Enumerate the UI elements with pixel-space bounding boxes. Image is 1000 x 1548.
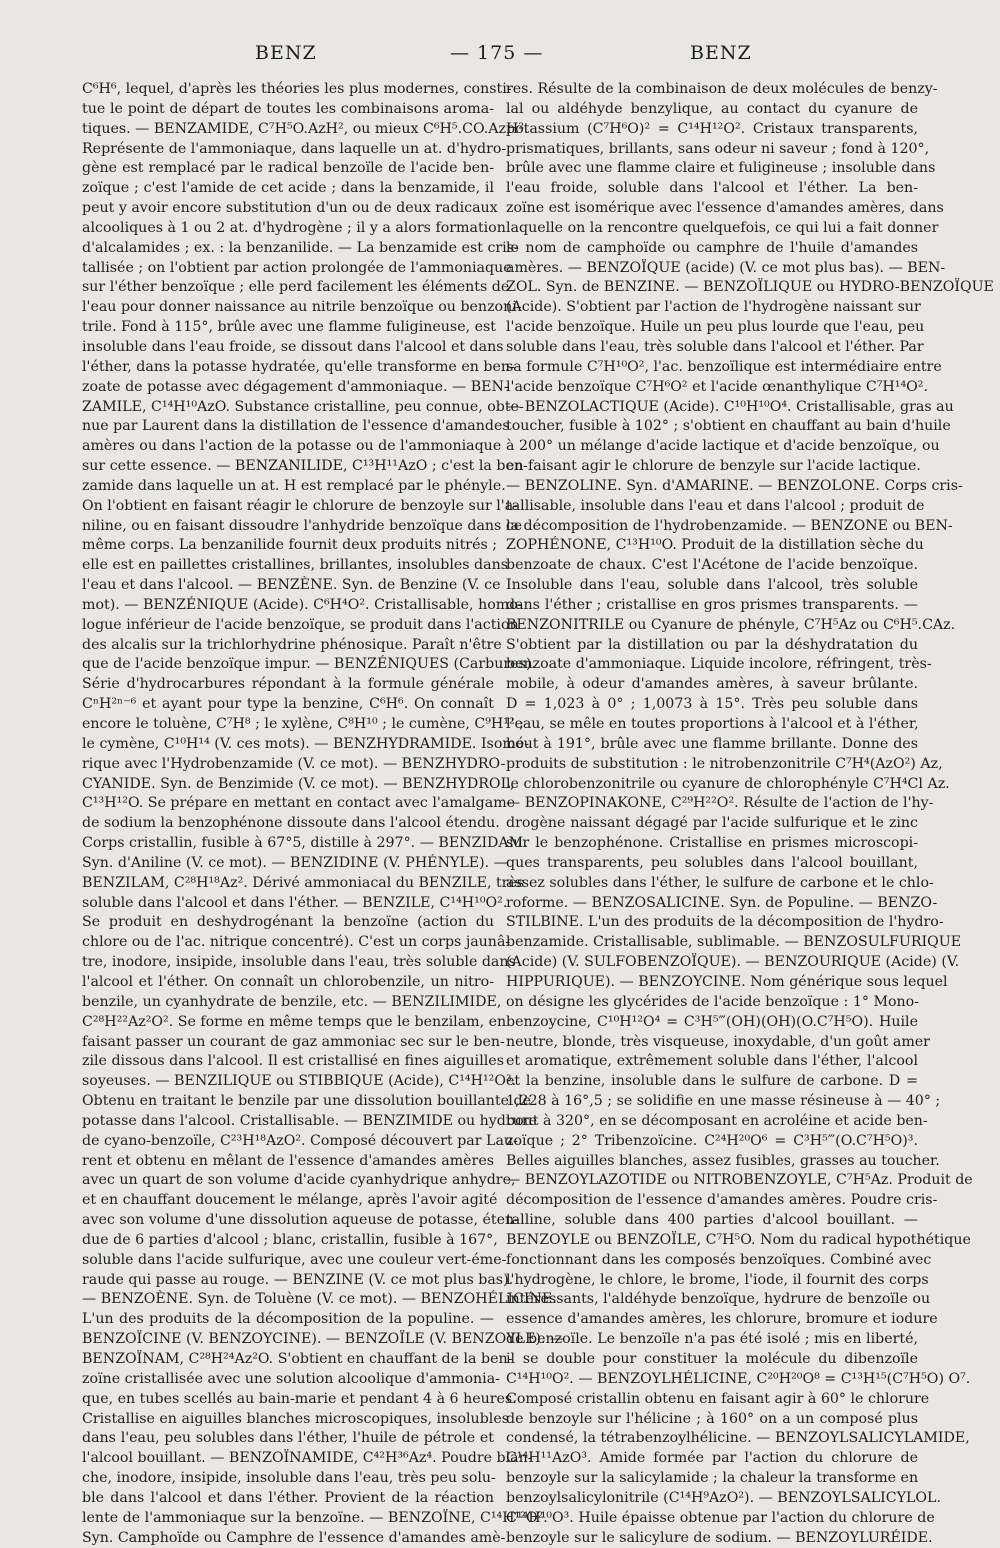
text-line: tre, inodore, insipide, insoluble dans l'eau, très soluble dans: [82, 954, 516, 971]
text-line: Représente de l'ammoniaque, dans laquelle un at. d'hydro-: [82, 140, 507, 157]
text-line: Corps cristallin, fusible à 67°5, distille à 297°. — BENZIDAM.: [82, 835, 528, 852]
text-line: benzamide. Cristallisable, sublimable. — BENZOSULFURIQUE: [506, 934, 962, 951]
text-line: elle est en paillettes cristallines, brillantes, insolubles dans: [82, 557, 509, 574]
text-line: mobile, à odeur d'amandes amères, à saveur brûlante.: [506, 676, 918, 693]
text-line: tue le point de départ de toutes les combinaisons aroma-: [82, 100, 494, 117]
text-line: l'eau, se mêle en toutes proportions à l'alcool et à l'éther,: [506, 716, 919, 732]
text-line: Composé cristallin obtenu en faisant agir à 60° le chlorure: [506, 1390, 930, 1407]
text-line: condensé, la tétrabenzoylhélicine. — BENZOYLSALICYLAMIDE,: [506, 1430, 970, 1447]
text-line: S'obtient par la distillation ou par la déshydratation du: [506, 636, 918, 653]
text-line: tiques. — BENZAMIDE, C⁷H⁵O.AzH², ou mieux C⁶H⁵.CO.AzH².: [82, 120, 529, 137]
text-line: zoïne cristallisée avec une solution alcoolique d'ammonia-: [82, 1370, 500, 1387]
text-line: Syn. Camphoïde ou Camphre de l'essence d'amandes amè-: [82, 1529, 506, 1546]
text-line: talline, soluble dans 400 parties d'alcool bouillant. —: [506, 1212, 918, 1229]
text-line: benzoyle sur la salicylamide ; la chaleur la transforme en: [506, 1470, 919, 1487]
text-line: d'alcalamides ; ex. : la benzanilide. — La benzamide est cris-: [82, 239, 519, 256]
text-line: ble dans l'alcool et dans l'éther. Provient de la réaction: [82, 1489, 494, 1506]
text-line: l'alcool bouillant. — BENZOÏNAMIDE, C⁴²H³⁶Az⁴. Poudre blan-: [82, 1450, 533, 1467]
header-right: BENZ: [690, 42, 752, 64]
text-line: lente de l'ammoniaque sur la benzoïne. — BENZOÏNE, C¹⁴H¹²O².: [82, 1509, 548, 1526]
text-line: sur cette essence. — BENZANILIDE, C¹³H¹¹AzO ; c'est la ben-: [82, 458, 528, 475]
text-line: on désigne les glycérides de l'acide benzoïque : 1° Mono-: [506, 993, 920, 1010]
text-line: de sodium la benzophénone dissoute dans l'alcool étendu.: [82, 815, 500, 832]
text-line: CⁿH²ⁿ⁻⁶ et ayant pour type la benzine, C⁶H⁶. On connaît: [82, 696, 494, 713]
text-line: peut y avoir encore substitution d'un ou de deux radicaux: [82, 200, 498, 217]
text-line: trile. Fond à 115°, brûle avec une flamme fuligineuse, est: [82, 319, 496, 336]
text-line: l'éther, dans la potasse hydratée, qu'elle transforme en ben-: [82, 358, 515, 375]
text-line: roforme. — BENZOSALICINE. Syn. de Populine. — BENZO-: [506, 894, 938, 911]
text-line: brûle avec une flamme claire et fuligineuse ; insoluble dans: [506, 160, 936, 177]
header-left: BENZ: [255, 42, 317, 64]
text-line: sur le benzophénone. Cristallise en prismes microscopi-: [506, 835, 918, 852]
text-line: l'acide benzoïque C⁷H⁶O² et l'acide œnanthylique C⁷H¹⁴O².: [506, 378, 929, 395]
text-line: de benzoyle sur l'hélicine ; à 160° on a un composé plus: [506, 1410, 918, 1427]
text-line: soluble dans l'acide sulfurique, avec une couleur vert-éme-: [82, 1251, 507, 1268]
text-line: C¹³H¹²O. Se prépare en mettant en contact avec l'amalgame: [82, 795, 516, 812]
text-line: rique avec l'Hydrobenzamide (V. ce mot). — BENZHYDRO-: [82, 755, 506, 772]
text-line: le cymène, C¹⁰H¹⁴ (V. ces mots). — BENZHYDRAMIDE. Isomé-: [82, 735, 530, 752]
text-line: faisant passer un courant de gaz ammoniac sec sur le ben-: [82, 1033, 505, 1050]
text-line: BENZOÏCINE (V. BENZOYCINE). — BENZOÏLE (V. BENZOYLE). —: [82, 1331, 565, 1348]
text-line: avec son volume d'une dissolution aqueuse de potasse, éten-: [82, 1212, 519, 1229]
text-line: zile dissous dans l'alcool. Il est cristallisé en fines aiguilles: [82, 1053, 504, 1070]
text-line: dans l'éther ; cristallise en gros prismes transparents. —: [506, 596, 918, 613]
text-line: 1,228 à 16°,5 ; se solidifie en une masse résineuse à — 40° ;: [506, 1093, 941, 1110]
right-column: [506, 80, 994, 1548]
text-line: D = 1,023 à 0° ; 1,0073 à 15°. Très peu soluble dans: [506, 696, 918, 713]
text-line: tallisable, insoluble dans l'eau et dans l'alcool ; produit de: [506, 497, 925, 514]
text-line: BENZOYLE ou BENZOÏLE, C⁷H⁵O. Nom du radical hypothétique: [506, 1231, 971, 1248]
text-line: potasse dans l'alcool. Cristallisable. — BENZIMIDE ou hydrure: [82, 1112, 537, 1129]
text-line: le nom de camphoïde ou camphre de l'huile d'amandes: [506, 239, 918, 256]
text-line: L'un des produits de la décomposition de la populine. —: [82, 1311, 494, 1328]
text-line: encore le toluène, C⁷H⁸ ; le xylène, C⁸H¹⁰ ; le cumène, C⁹H¹² ;: [82, 716, 524, 732]
text-line: de cyano-benzoïle, C²³H¹⁸AzO². Composé découvert par Lau-: [82, 1132, 518, 1149]
text-line: BENZOÏNAM, C²⁸H²⁴Az²O. S'obtient en chauffant de la ben-: [82, 1351, 513, 1367]
text-line: BENZONITRILE ou Cyanure de phényle, C⁷H⁵Az ou C⁶H⁵.CAz.: [506, 616, 956, 633]
text-line: essence d'amandes amères, les chlorure, bromure et iodure: [506, 1311, 938, 1328]
text-line: (Acide) (V. SULFOBENZOÏQUE). — BENZOURIQUE (Acide) (V.: [506, 954, 960, 971]
text-line: produits de substitution : le nitrobenzonitrile C⁷H⁴(AzO²) Az,: [506, 755, 943, 772]
text-line: décomposition de l'essence d'amandes amères. Poudre cris-: [506, 1192, 938, 1209]
text-line: insoluble dans l'eau froide, se dissout dans l'alcool et dans: [82, 338, 504, 355]
text-line: zamide dans laquelle un at. H est remplacé par le phényle.: [82, 477, 506, 494]
text-line: gène est remplacé par le radical benzoïle de l'acide ben-: [82, 160, 494, 177]
text-line: zoïque ; 2° Tribenzoïcine. C²⁴H²⁰O⁶ = C³H⁵‴(O.C⁷H⁵O)³.: [506, 1132, 918, 1149]
text-line: zoïque ; c'est l'amide de cet acide ; dans la benzamide, il: [82, 180, 494, 197]
text-line: STILBINE. L'un des produits de la décomposition de l'hydro-: [506, 914, 944, 931]
text-line: benzoylsalicylonitrile (C¹⁴H⁹AzO²). — BENZOYLSALICYLOL.: [506, 1489, 941, 1506]
text-line: l'eau froide, soluble dans l'alcool et l'éther. La ben-: [506, 180, 918, 197]
text-line: en faisant agir le chlorure de benzyle sur l'acide lactique.: [506, 458, 921, 475]
text-line: benzoycine, C¹⁰H¹²O⁴ = C³H⁵‴(OH)(OH)(O.C⁷H⁵O). Huile: [506, 1013, 918, 1030]
text-line: benzoyle sur le salicylure de sodium. — BENZOYLURÉIDE.: [506, 1529, 933, 1546]
text-line: che, inodore, insipide, insoluble dans l'eau, très peu solu-: [82, 1470, 496, 1487]
text-line: chlore ou de l'ac. nitrique concentré). C'est un corps jaunâ-: [82, 934, 511, 951]
text-line: drogène naissant dégagé par l'acide sulfurique et le zinc: [506, 815, 918, 832]
text-line: niline, ou en faisant dissoudre l'anhydride benzoïque dans ce: [82, 517, 523, 534]
text-line: et en chauffant doucement le mélange, après l'avoir agité: [82, 1192, 498, 1209]
text-line: il se double pour constituer la molécule du dibenzoïle: [506, 1351, 918, 1367]
text-line: que, en tubes scellés au bain-marie et pendant 4 à 6 heures.: [82, 1390, 517, 1407]
text-line: soyeuses. — BENZILIQUE ou STIBBIQUE (Acide), C¹⁴H¹²O³.: [82, 1073, 517, 1090]
text-line: BENZILAM, C²⁸H¹⁸Az². Dérivé ammoniacal du BENZILE, très: [82, 874, 525, 891]
text-line: que de l'acide benzoïque impur. — BENZÉNIQUES (Carbures).: [82, 656, 536, 673]
text-line: Se produit en deshydrogénant la benzoïne (action du: [82, 914, 494, 931]
text-line: Syn. d'Aniline (V. ce mot). — BENZIDINE (V. PHÉNYLE). —: [82, 854, 508, 871]
text-line: Série d'hydrocarbures répondant à la formule générale: [82, 676, 494, 693]
text-line: C⁶H⁶, lequel, d'après les théories les plus modernes, consti-: [82, 81, 512, 97]
text-line: intéressants, l'aldéhyde benzoïque, hydrure de benzoïle ou: [506, 1291, 931, 1308]
text-line: C¹⁴H¹¹AzO³. Amide formée par l'action du chlorure de: [506, 1450, 918, 1467]
text-line: tallisée ; on l'obtient par action prolongée de l'ammoniaque: [82, 259, 512, 276]
text-line: ques transparents, peu solubles dans l'alcool bouillant,: [506, 854, 918, 871]
text-line: On l'obtient en faisant réagir le chlorure de benzoyle sur l'a-: [82, 497, 518, 514]
left-column: [82, 80, 565, 1548]
text-line: et aromatique, extrêmement soluble dans l'éther, l'alcool: [506, 1053, 918, 1070]
text-line: amères. — BENZOÏQUE (acide) (V. ce mot plus bas). — BEN-: [506, 259, 946, 276]
text-line: l'eau et dans l'alcool. — BENZÈNE. Syn. de Benzine (V. ce: [82, 577, 501, 594]
text-line: C¹⁴H¹⁰O². — BENZOYLHÉLICINE, C²⁰H²⁰O⁸ = C¹³H¹⁵(C⁷H⁵O) O⁷.: [506, 1370, 971, 1387]
text-line: l'hydrogène, le chlore, le brome, l'iode, il fournit des corps: [506, 1271, 929, 1288]
text-line: — BENZOLINE. Syn. d'AMARINE. — BENZOLONE. Corps cris-: [506, 477, 963, 494]
text-line: la décomposition de l'hydrobenzamide. — BENZONE ou BEN-: [506, 517, 953, 534]
text-line: mot). — BENZÉNIQUE (Acide). C⁶H⁴O². Cristallisable, homo-: [82, 596, 523, 613]
text-line: — BENZOYLAZOTIDE ou NITROBENZOYLE, C⁷H⁵Az. Produit de: [506, 1172, 973, 1189]
text-line: prismatiques, brillants, sans odeur ni saveur ; fond à 120°,: [506, 140, 930, 157]
text-line: l'acide benzoïque. Huile un peu plus lourde que l'eau, peu: [506, 319, 925, 336]
text-line: due de 6 parties d'alcool ; blanc, cristallin, fusible à 167°,: [82, 1231, 498, 1248]
text-line: de benzoïle. Le benzoïle n'a pas été isolé ; mis en liberté,: [506, 1331, 918, 1348]
text-line: — BENZOPINAKONE, C²⁹H²²O². Résulte de l'action de l'hy-: [506, 795, 934, 812]
text-line: Obtenu en traitant le benzile par une dissolution bouillante de: [82, 1093, 532, 1110]
text-line: rent et obtenu en mêlant de l'essence d'amandes amères: [82, 1152, 494, 1169]
text-line: benzile, un cyanhydrate de benzile, etc. — BENZILIMIDE,: [82, 993, 502, 1010]
text-line: — BENZOÈNE. Syn. de Toluène (V. ce mot). — BENZOHÉLICINE.: [82, 1291, 557, 1308]
text-line: l'eau pour donner naissance au nitrile benzoïque ou benzoni-: [82, 299, 522, 316]
text-line: toucher, fusible à 102° ; s'obtient en chauffant au bain d'huile: [506, 418, 951, 435]
text-line: et la benzine, insoluble dans le sulfure de carbone. D =: [506, 1073, 918, 1090]
text-line: soluble dans l'eau, très soluble dans l'alcool et l'éther. Par: [506, 338, 924, 355]
text-line: Cristallise en aiguilles blanches microscopiques, insolubles: [82, 1410, 509, 1427]
text-line: alcooliques à 1 ou 2 at. d'hydrogène ; il y a alors formation: [82, 219, 506, 236]
text-line: bout à 191°, brûle avec une flamme brillante. Donne des: [506, 735, 918, 752]
text-line: nue par Laurent dans la distillation de l'essence d'amandes: [82, 418, 510, 435]
text-line: benzoate d'ammoniaque. Liquide incolore, réfringent, très-: [506, 656, 932, 673]
text-line: amères ou dans l'action de la potasse ou de l'ammoniaque: [82, 438, 502, 455]
text-line: dans l'eau, peu solubles dans l'éther, l'huile de pétrole et: [82, 1430, 494, 1447]
text-line: neutre, blonde, très visqueuse, inoxydable, d'un goût amer: [506, 1033, 930, 1050]
text-line: ZOPHÉNONE, C¹³H¹⁰O. Produit de la distillation sèche du: [506, 537, 924, 554]
text-line: potassium (C⁷H⁶O)² = C¹⁴H¹²O². Cristaux transparents,: [506, 120, 918, 137]
text-line: logue inférieur de l'acide benzoïque, se produit dans l'action: [82, 616, 519, 633]
text-line: ZOL. Syn. de BENZINE. — BENZOÏLIQUE ou HYDRO-BENZOÏQUE: [506, 279, 994, 296]
text-line: soluble dans l'alcool et dans l'éther. — BENZILE, C¹⁴H¹⁰O².: [82, 894, 508, 911]
text-line: assez solubles dans l'éther, le sulfure de carbone et le chlo-: [506, 874, 934, 891]
text-line: fonctionnant dans les composés benzoïques. Combiné avec: [506, 1251, 932, 1268]
text-line: avec un quart de son volume d'acide cyanhydrique anhydre,: [82, 1172, 516, 1189]
text-line: le chlorobenzonitrile ou cyanure de chlorophényle C⁷H⁴Cl Az.: [506, 775, 950, 792]
text-line: ZAMILE, C¹⁴H¹⁰AzO. Substance cristalline, peu connue, obte-: [82, 398, 524, 415]
text-line: des alcalis sur la trichlorhydrine phénosique. Paraît n'être: [82, 636, 502, 653]
page-number: — 175 —: [450, 42, 544, 64]
text-line: (Acide). S'obtient par l'action de l'hydrogène naissant sur: [506, 299, 921, 316]
text-line: même corps. La benzanilide fournit deux produits nitrés ;: [82, 537, 498, 554]
text-line: bout à 320°, en se décomposant en acroléine et acide ben-: [506, 1112, 928, 1129]
text-line: C¹⁴H¹⁰O³. Huile épaisse obtenue par l'action du chlorure de: [506, 1509, 935, 1526]
text-line: Insoluble dans l'eau, soluble dans l'alcool, très soluble: [506, 577, 918, 594]
text-line: lal ou aldéhyde benzylique, au contact du cyanure de: [506, 100, 918, 117]
text-line: HIPPURIQUE). — BENZOYCINE. Nom générique sous lequel: [506, 973, 948, 990]
text-line: sa formule C⁷H¹⁰O², l'ac. benzoïlique est intermédiaire entre: [506, 358, 942, 375]
text-line: — BENZOLACTIQUE (Acide). C¹⁰H¹⁰O⁴. Cristallisable, gras au: [506, 398, 954, 415]
text-line: sur l'éther benzoïque ; elle perd facilement les éléments de: [82, 279, 510, 296]
text-line: Belles aiguilles blanches, assez fusibles, grasses au toucher.: [506, 1152, 940, 1169]
text-line: benzoate de chaux. C'est l'Acétone de l'acide benzoïque.: [506, 557, 918, 574]
text-line: à 200° un mélange d'acide lactique et d'acide benzoïque, ou: [506, 438, 940, 455]
text-line: l'alcool et l'éther. On connaît un chlorobenzile, un nitro-: [82, 973, 494, 990]
text-line: CYANIDE. Syn. de Benzimide (V. ce mot). — BENZHYDROL,: [82, 775, 515, 792]
text-line: zoate de potasse avec dégagement d'ammoniaque. — BEN-: [82, 378, 509, 395]
text-line: C²⁸H²²Az²O². Se forme en même temps que le benzilam, en: [82, 1013, 507, 1030]
text-line: laquelle on la rencontre quelquefois, ce qui lui a fait donner: [506, 219, 939, 236]
text-line: raude qui passe au rouge. — BENZINE (V. ce mot plus bas).: [82, 1271, 514, 1288]
text-line: res. Résulte de la combinaison de deux molécules de benzy-: [506, 81, 938, 97]
text-line: zoïne est isomérique avec l'essence d'amandes amères, dans: [506, 200, 944, 217]
